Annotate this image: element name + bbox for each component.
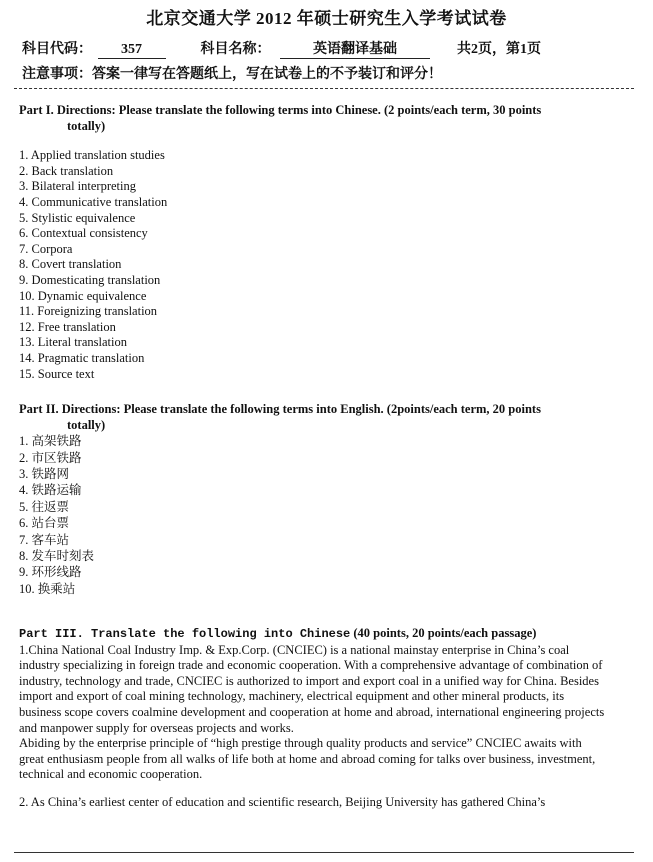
- list-item: 11. Foreignizing translation: [19, 304, 158, 319]
- part-1-term-list: [19, 148, 619, 382]
- list-item: 9. Domesticating translation: [19, 272, 161, 287]
- list-item: 3. 铁路网: [19, 467, 70, 481]
- part-1-directions-line2: totally): [67, 118, 106, 133]
- list-item: 4. 铁路运输: [19, 483, 82, 498]
- list-item: 1. 高架铁路: [19, 434, 82, 449]
- list-item: 1. Applied translation studies: [19, 148, 165, 163]
- part-2-directions: [19, 402, 619, 433]
- list-item: 8. Covert translation: [19, 257, 122, 272]
- subject-name-label: 科目名称：: [200, 42, 271, 57]
- passage-1: 1.China National Coal Industry Imp. & Exp.Corp. (CNCIEC) is a national mainstay enterprise in China’s coal industry specializing in foreign trade and economic cooperation. With a comprehensive advantage of combination of industry, technology and trade, CNCIEC is authorized to import and export coal in a unified way for China. Besides import and export of coal mining technology, machinery, electrical equipment and other mineral products, its business scope covers coalmine development and cooperation at home and abroad, international engineering projects and manpower supply for overseas projects and works.: [19, 642, 605, 735]
- subject-info-row: [22, 38, 541, 59]
- part-1: [19, 103, 619, 382]
- part-3-directions-points: (40 points, 20 points/each passage): [350, 626, 537, 640]
- page-count: 共2页，第1页: [457, 42, 541, 57]
- list-item: 5. Stylistic equivalence: [19, 210, 136, 225]
- list-item: 6. Contextual consistency: [19, 226, 148, 241]
- list-item: 5. 往返票: [19, 499, 70, 514]
- list-item: 8. 发车时刻表: [19, 549, 95, 564]
- part-2-directions-line1: Part II. Directions: Please translate the following terms into English. (2points/each term, 20 points: [19, 402, 541, 416]
- part-3-directions-main: Part III. Translate the following into Chinese: [19, 627, 351, 641]
- part-2-directions-line2: totally): [67, 417, 106, 432]
- part-1-directions: [19, 103, 619, 134]
- passage-1-continued: Abiding by the enterprise principle of “high prestige through quality products and service” CNCIEC awaits with great enthusiasm people from all walks of life both at home and abroad coming for talks over business, investment, technical and economic cooperation.: [19, 736, 596, 782]
- exam-title: 北京交通大学 2012 年硕士研究生入学考试试卷: [146, 9, 507, 28]
- part-3: [19, 626, 609, 811]
- subject-code-value: 357: [98, 42, 166, 59]
- part-3-directions: [19, 626, 609, 643]
- subject-name-value: 英语翻译基础: [280, 38, 430, 59]
- part-1-directions-line1: Part I. Directions: Please translate the following terms into Chinese. (2 points/each term, 30 points: [19, 103, 542, 117]
- list-item: 2. Back translation: [19, 163, 114, 178]
- top-divider: [14, 88, 634, 89]
- passage-2-start: 2. As China’s earliest center of education and scientific research, Beijing University has gathered China’s: [19, 794, 546, 809]
- list-item: 10. Dynamic equivalence: [19, 288, 147, 303]
- list-item: 7. Corpora: [19, 241, 73, 256]
- list-item: 6. 站台票: [19, 516, 70, 531]
- part-2: [19, 402, 619, 597]
- list-item: 2. 市区铁路: [19, 450, 82, 465]
- list-item: 10. 换乘站: [19, 581, 76, 596]
- list-item: 14. Pragmatic translation: [19, 350, 145, 365]
- subject-code-label: 科目代码：: [22, 42, 92, 57]
- list-item: 7. 客车站: [19, 532, 70, 547]
- list-item: 15. Source text: [19, 366, 95, 381]
- list-item: 4. Communicative translation: [19, 194, 168, 209]
- list-item: 3. Bilateral interpreting: [19, 179, 136, 194]
- list-item: 13. Literal translation: [19, 335, 127, 350]
- list-item: 9. 环形线路: [19, 565, 82, 580]
- bottom-divider: [14, 852, 634, 853]
- exam-notice: 注意事项：答案一律写在答题纸上，写在试卷上的不予装订和评分！: [22, 67, 442, 82]
- list-item: 12. Free translation: [19, 319, 116, 334]
- part-2-term-list: [19, 433, 619, 597]
